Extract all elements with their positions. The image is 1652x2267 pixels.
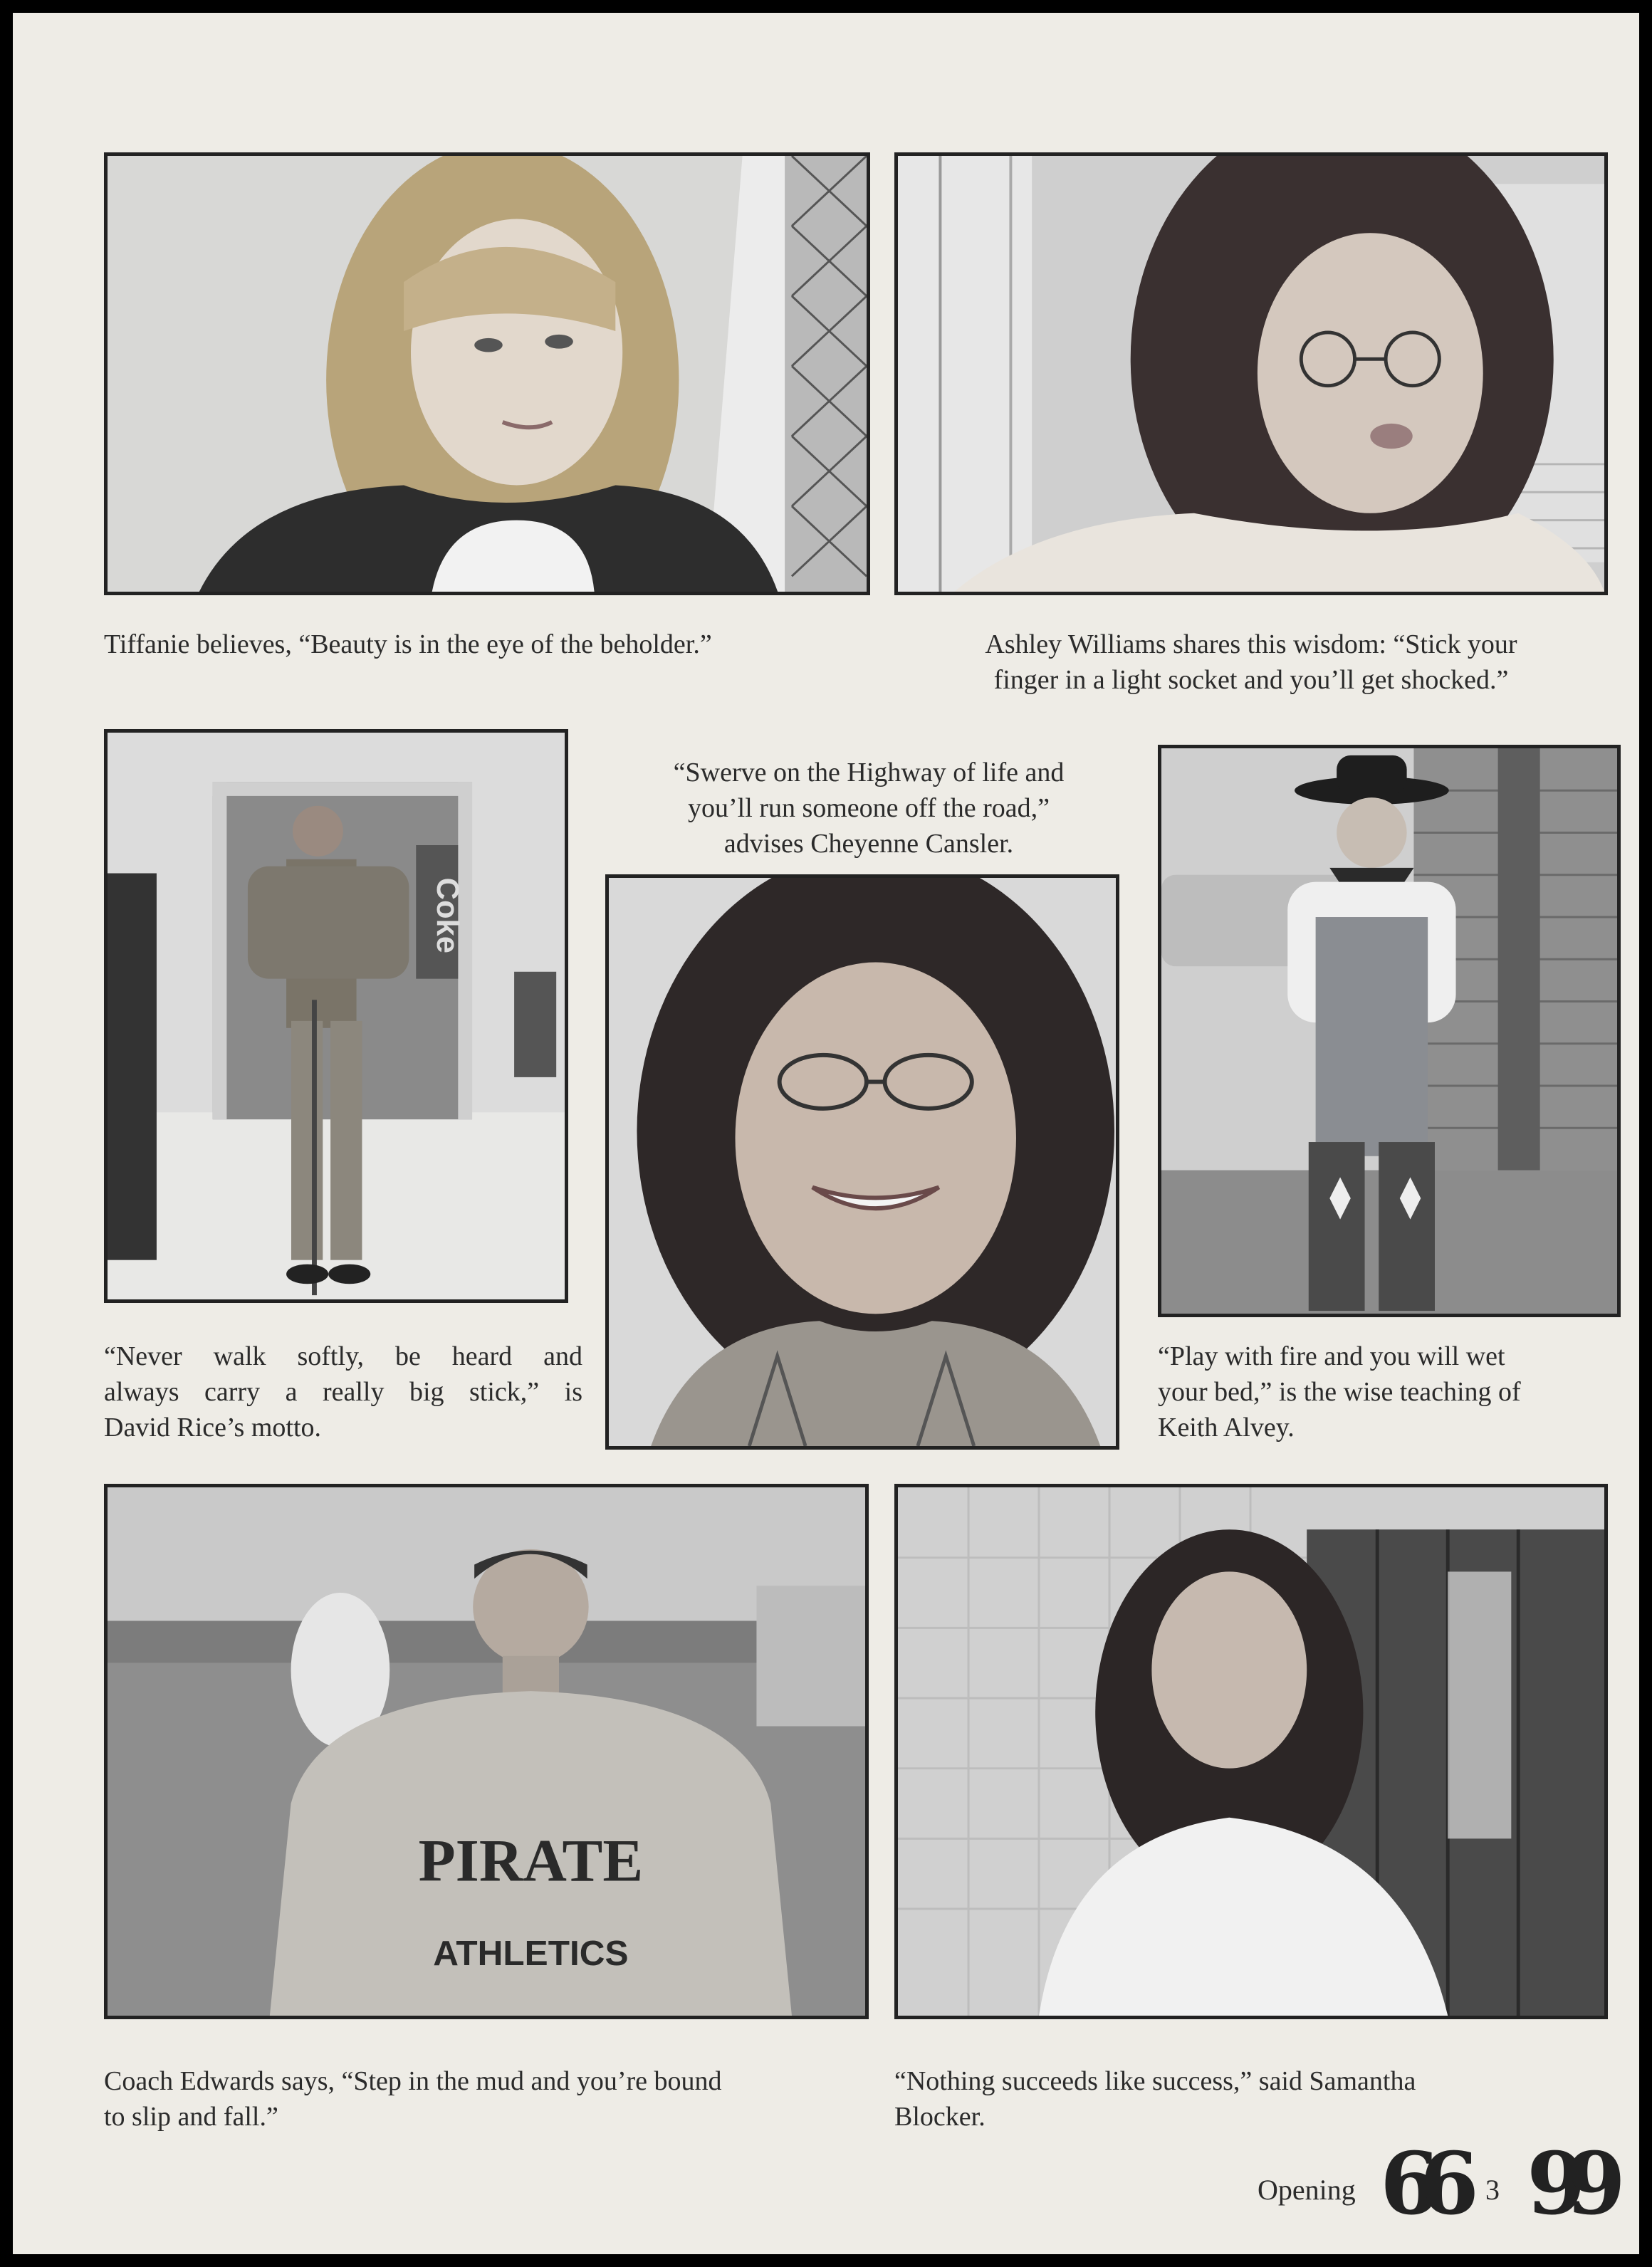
caption-coach: [104, 2063, 887, 2135]
coach-shirt-bottom-text: ATHLETICS: [433, 1934, 629, 1973]
photo-samantha: [894, 1484, 1608, 2019]
caption-cheyenne: [590, 755, 1148, 862]
page-number: 3: [1485, 2174, 1500, 2206]
close-quote-mark: 99: [1527, 2134, 1606, 2234]
photo-coach: [104, 1484, 869, 2019]
caption-keith-line2: your bed,” is the wise teaching of: [1158, 1377, 1521, 1407]
caption-cheyenne-line2: you’ll run someone off the road,”: [688, 793, 1050, 823]
photo-ashley: [894, 152, 1608, 595]
photo-tiffanie: [104, 152, 870, 595]
caption-keith-line3: Keith Alvey.: [1158, 1413, 1295, 1443]
caption-keith-line1: “Play with fire and you will wet: [1158, 1341, 1505, 1371]
david-sign-text: Coke: [429, 877, 464, 953]
caption-david-line2: always carry a really big stick,” is: [104, 1377, 582, 1407]
caption-ashley-line2: finger in a light socket and you’ll get shocked.”: [993, 665, 1509, 695]
caption-keith: [1158, 1339, 1628, 1445]
caption-david-line3: David Rice’s motto.: [104, 1413, 322, 1443]
caption-cheyenne-line3: advises Cheyenne Cansler.: [723, 829, 1014, 859]
caption-coach-line1: Coach Edwards says, “Step in the mud and you’re bound: [104, 2066, 722, 2096]
caption-david-line1: “Never walk softly, be heard and: [104, 1341, 582, 1371]
photo-cheyenne: [605, 874, 1119, 1450]
open-quote-mark: 66: [1380, 2134, 1459, 2234]
caption-ashley-line1: Ashley Williams shares this wisdom: “Stick your: [985, 629, 1517, 659]
caption-tiffanie: Tiffanie believes, “Beauty is in the eye of the beholder.”: [104, 629, 712, 659]
section-label: Opening: [1258, 2174, 1356, 2206]
caption-david: [104, 1339, 582, 1445]
yearbook-page: [13, 13, 1639, 2254]
caption-cheyenne-line1: “Swerve on the Highway of life and: [673, 758, 1065, 787]
caption-samantha-line1: “Nothing succeeds like success,” said Samantha: [894, 2066, 1416, 2096]
caption-samantha-line2: Blocker.: [894, 2102, 986, 2132]
caption-samantha: [894, 2063, 1608, 2135]
coach-shirt-top-text: PIRATE: [418, 1827, 644, 1895]
photo-keith: [1158, 745, 1621, 1317]
caption-coach-line2: to slip and fall.”: [104, 2102, 278, 2132]
caption-ashley: [894, 627, 1608, 698]
photo-david: [104, 729, 568, 1303]
